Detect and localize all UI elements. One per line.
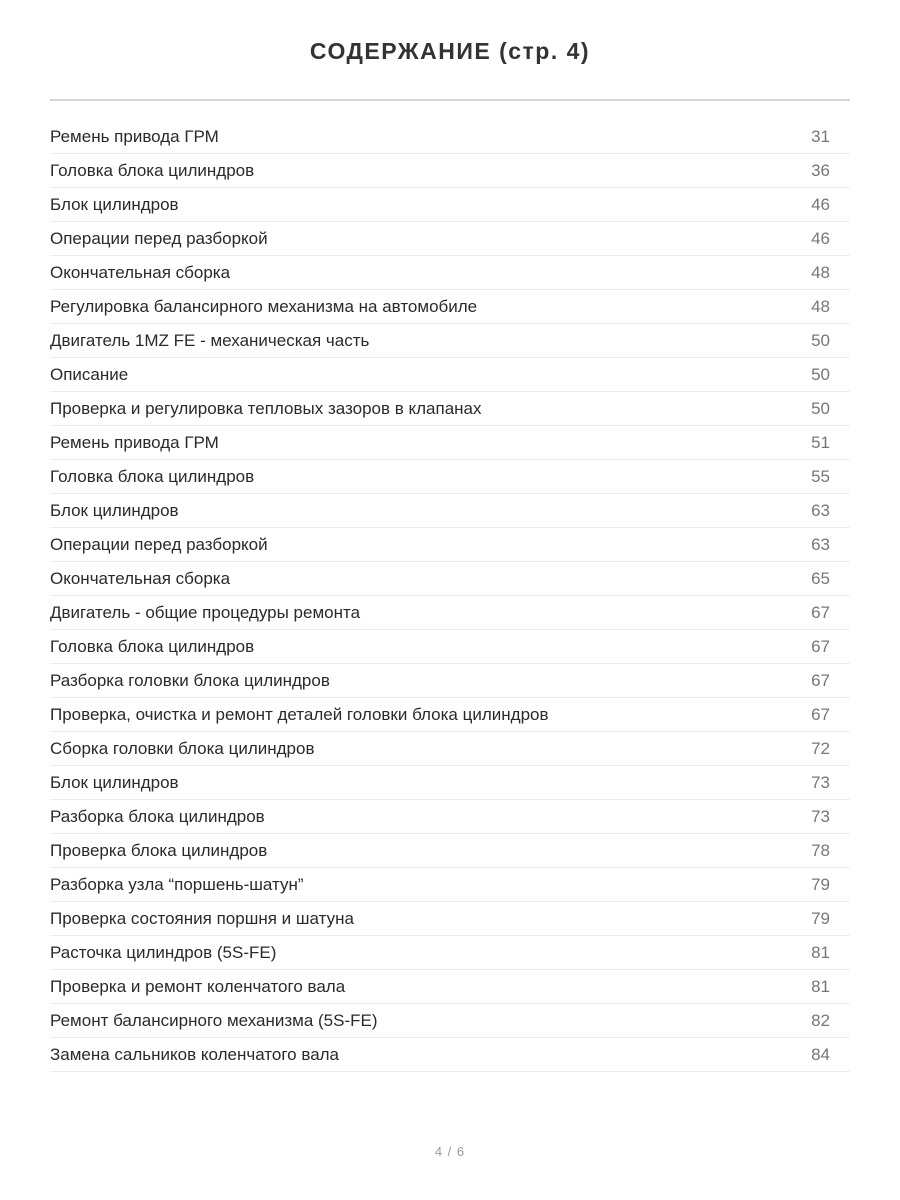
toc-entry-title[interactable]: Описание (50, 364, 129, 384)
toc-entry-title[interactable]: Проверка состояния поршня и шатуна (50, 908, 354, 928)
toc-entry-title[interactable]: Головка блока цилиндров (50, 466, 255, 486)
toc-entry-title[interactable]: Сборка головки блока цилиндров (50, 738, 315, 758)
toc-entry-page-number[interactable]: 46 (811, 194, 830, 214)
toc-entry[interactable] (50, 902, 850, 936)
toc-entry[interactable] (50, 936, 850, 970)
toc-entry-page-number[interactable]: 84 (811, 1044, 830, 1064)
toc-entry-page-number[interactable]: 36 (811, 160, 830, 180)
toc-entry-page-number[interactable]: 78 (811, 840, 830, 860)
toc-entry-page-number[interactable]: 48 (811, 296, 830, 316)
page-number: 4 / 6 (434, 1144, 466, 1159)
toc-entry-title[interactable]: Проверка, очистка и ремонт деталей головки блока цилиндров (50, 704, 549, 724)
toc-entry-page-number[interactable]: 63 (811, 500, 830, 520)
toc-entry[interactable] (50, 800, 850, 834)
toc-entry-page-number[interactable]: 82 (811, 1010, 830, 1030)
toc-entry[interactable] (50, 188, 850, 222)
toc-entry[interactable] (50, 494, 850, 528)
toc-entry-title[interactable]: Операции перед разборкой (50, 534, 268, 554)
toc-entry-page-number[interactable]: 63 (811, 534, 830, 554)
toc-entry-page-number[interactable]: 48 (811, 262, 830, 282)
toc-entry-title[interactable]: Ремень привода ГРМ (50, 432, 219, 452)
toc-entry-title[interactable]: Блок цилиндров (50, 194, 179, 214)
toc-entry-title[interactable]: Ремонт балансирного механизма (5S-FE) (50, 1010, 378, 1030)
toc-entry-title[interactable]: Проверка и ремонт коленчатого вала (50, 976, 346, 996)
toc-entry[interactable] (50, 970, 850, 1004)
toc-entry[interactable] (50, 324, 850, 358)
toc-entry[interactable] (50, 732, 850, 766)
toc-entry-title[interactable]: Расточка цилиндров (5S-FE) (50, 942, 277, 962)
toc-entry-title[interactable]: Блок цилиндров (50, 500, 179, 520)
toc-entry-page-number[interactable]: 51 (811, 432, 830, 452)
toc-entry[interactable] (50, 1004, 850, 1038)
toc-entry-page-number[interactable]: 50 (811, 364, 830, 384)
toc-entry-page-number[interactable]: 73 (811, 806, 830, 826)
toc-entry-page-number[interactable]: 65 (811, 568, 830, 588)
toc-entry-title[interactable]: Ремень привода ГРМ (50, 126, 219, 146)
toc-entry-title[interactable]: Замена сальников коленчатого вала (50, 1044, 340, 1064)
toc-entry-title[interactable]: Головка блока цилиндров (50, 160, 255, 180)
toc-entry[interactable] (50, 256, 850, 290)
toc-entry[interactable] (50, 766, 850, 800)
toc-entry-title[interactable]: Окончательная сборка (50, 568, 231, 588)
toc-entry[interactable] (50, 868, 850, 902)
toc-entry[interactable] (50, 154, 850, 188)
toc-entry[interactable] (50, 358, 850, 392)
toc-entry-title[interactable]: Окончательная сборка (50, 262, 231, 282)
toc-entry-page-number[interactable]: 72 (811, 738, 830, 758)
toc-entry-title[interactable]: Регулировка балансирного механизма на автомобиле (50, 296, 478, 316)
toc-entry-title[interactable]: Разборка узла “поршень-шатун” (50, 874, 304, 894)
toc-entry[interactable] (50, 290, 850, 324)
toc-entry-page-number[interactable]: 67 (811, 602, 830, 622)
toc-entry[interactable] (50, 834, 850, 868)
title-divider (50, 99, 850, 101)
toc-entry-page-number[interactable]: 46 (811, 228, 830, 248)
toc-entry-title[interactable]: Операции перед разборкой (50, 228, 268, 248)
toc-entry-page-number[interactable]: 50 (811, 398, 830, 418)
toc-entry-page-number[interactable]: 79 (811, 874, 830, 894)
toc-entry-title[interactable]: Двигатель - общие процедуры ремонта (50, 602, 361, 622)
toc-entry[interactable] (50, 630, 850, 664)
toc-entry-title[interactable]: Головка блока цилиндров (50, 636, 255, 656)
toc-entry[interactable] (50, 528, 850, 562)
toc-entry-page-number[interactable]: 79 (811, 908, 830, 928)
toc-entry[interactable] (50, 120, 850, 154)
toc-entry[interactable] (50, 392, 850, 426)
toc-entry[interactable] (50, 698, 850, 732)
toc-entry[interactable] (50, 1038, 850, 1072)
toc-entry-page-number[interactable]: 67 (811, 670, 830, 690)
toc-entry-page-number[interactable]: 67 (811, 636, 830, 656)
toc-entry-page-number[interactable]: 31 (811, 126, 830, 146)
toc-entry-title[interactable]: Блок цилиндров (50, 772, 179, 792)
toc-entry[interactable] (50, 460, 850, 494)
toc-entry-title[interactable]: Проверка блока цилиндров (50, 840, 268, 860)
table-of-contents (50, 120, 850, 1072)
toc-entry-title[interactable]: Двигатель 1MZ FE - механическая часть (50, 330, 370, 350)
page-title: СОДЕРЖАНИЕ (стр. 4) (309, 38, 591, 64)
toc-entry[interactable] (50, 562, 850, 596)
toc-entry-page-number[interactable]: 81 (811, 942, 830, 962)
toc-entry-page-number[interactable]: 50 (811, 330, 830, 350)
toc-entry-page-number[interactable]: 55 (811, 466, 830, 486)
toc-entry-page-number[interactable]: 81 (811, 976, 830, 996)
toc-entry[interactable] (50, 664, 850, 698)
toc-entry-title[interactable]: Разборка блока цилиндров (50, 806, 265, 826)
toc-entry[interactable] (50, 222, 850, 256)
toc-entry[interactable] (50, 596, 850, 630)
toc-entry-page-number[interactable]: 67 (811, 704, 830, 724)
toc-entry-title[interactable]: Разборка головки блока цилиндров (50, 670, 330, 690)
toc-entry-page-number[interactable]: 73 (811, 772, 830, 792)
toc-entry[interactable] (50, 426, 850, 460)
toc-entry-title[interactable]: Проверка и регулировка тепловых зазоров в клапанах (50, 398, 482, 418)
